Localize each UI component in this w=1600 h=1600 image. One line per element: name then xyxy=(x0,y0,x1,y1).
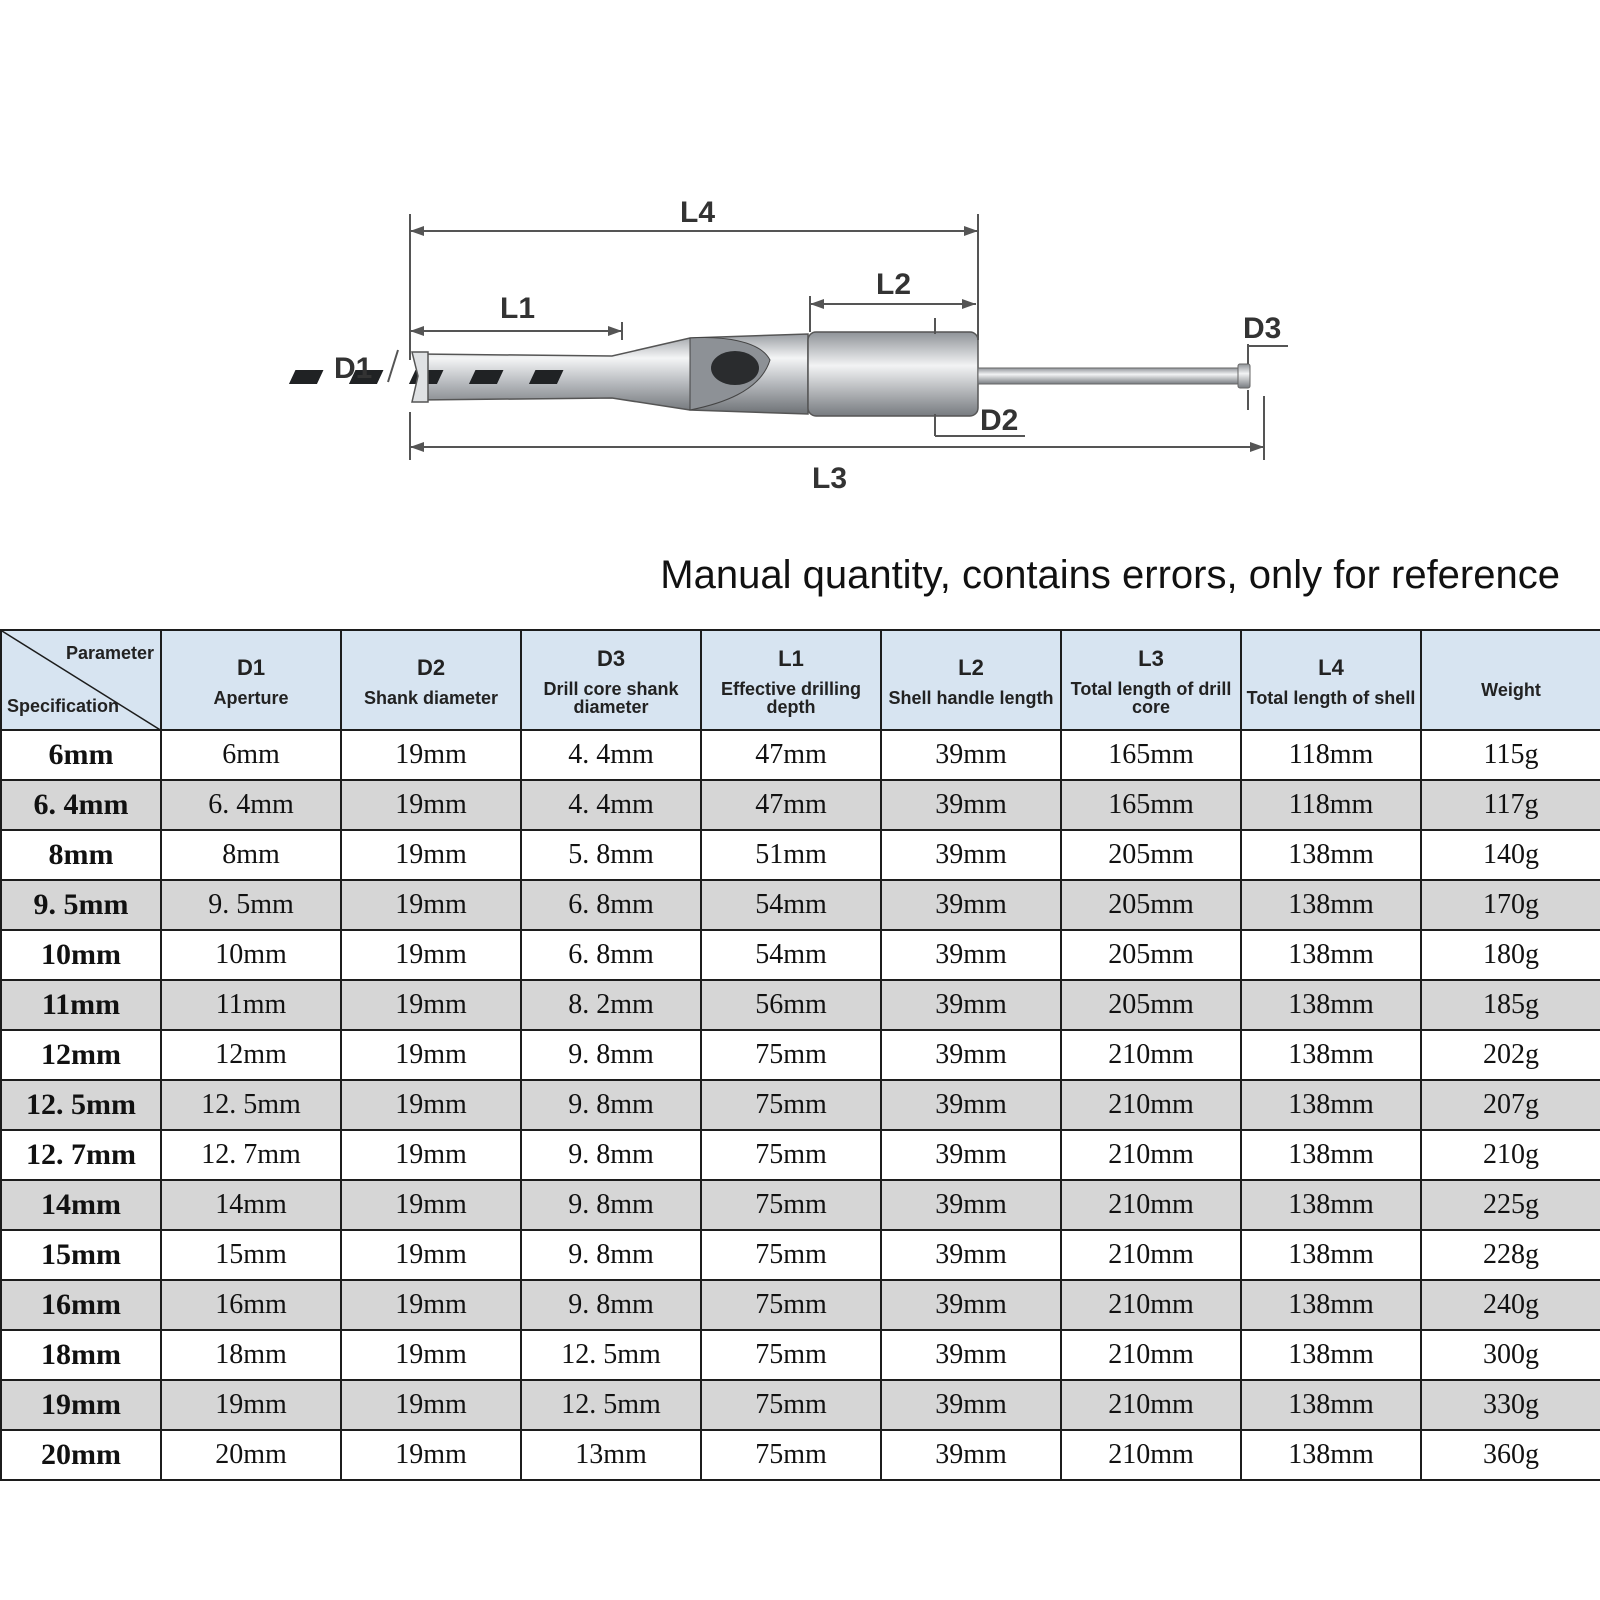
cell-d3: 9. 8mm xyxy=(521,1130,701,1180)
cell-d1: 12. 7mm xyxy=(161,1130,341,1180)
cell-l3: 205mm xyxy=(1061,830,1241,880)
cell-l4: 138mm xyxy=(1241,1130,1421,1180)
spec-table xyxy=(0,629,1600,1481)
cell-l3: 210mm xyxy=(1061,1130,1241,1180)
cell-l1: 54mm xyxy=(701,880,881,930)
cell-l3: 210mm xyxy=(1061,1380,1241,1430)
cell-d2: 19mm xyxy=(341,1180,521,1230)
cell-d3: 6. 8mm xyxy=(521,930,701,980)
cell-l4: 138mm xyxy=(1241,980,1421,1030)
cell-spec: 12. 7mm xyxy=(1,1130,161,1180)
cell-weight: 185g xyxy=(1421,980,1600,1030)
header-desc: Total length of shell xyxy=(1246,688,1416,708)
cell-d1: 12. 5mm xyxy=(161,1080,341,1130)
cell-d2: 19mm xyxy=(341,880,521,930)
cell-d1: 6mm xyxy=(161,730,341,780)
corner-header xyxy=(1,630,161,730)
cell-l3: 165mm xyxy=(1061,730,1241,780)
cell-l2: 39mm xyxy=(881,1030,1061,1080)
cell-weight: 115g xyxy=(1421,730,1600,780)
cell-l3: 210mm xyxy=(1061,1030,1241,1080)
drill-core-rod xyxy=(978,368,1238,384)
table-row xyxy=(1,1130,1600,1180)
cell-weight: 300g xyxy=(1421,1330,1600,1380)
table-row xyxy=(1,1280,1600,1330)
header-desc: Shell handle length xyxy=(888,688,1054,708)
cell-l3: 165mm xyxy=(1061,780,1241,830)
cell-d1: 14mm xyxy=(161,1180,341,1230)
cell-l2: 39mm xyxy=(881,1130,1061,1180)
cell-weight: 210g xyxy=(1421,1130,1600,1180)
cell-l2: 39mm xyxy=(881,1330,1061,1380)
cell-l4: 138mm xyxy=(1241,1080,1421,1130)
shank-collar xyxy=(808,332,978,416)
cell-d3: 13mm xyxy=(521,1430,701,1480)
label-l1: L1 xyxy=(500,292,536,325)
header-desc: Shank diameter xyxy=(363,688,499,708)
cell-l1: 75mm xyxy=(701,1330,881,1380)
cell-l3: 210mm xyxy=(1061,1330,1241,1380)
cell-l4: 138mm xyxy=(1241,1330,1421,1380)
cell-l4: 138mm xyxy=(1241,1230,1421,1280)
cell-weight: 117g xyxy=(1421,780,1600,830)
table-row xyxy=(1,980,1600,1030)
cell-l2: 39mm xyxy=(881,730,1061,780)
header-l1 xyxy=(701,630,881,730)
header-d1 xyxy=(161,630,341,730)
label-d1: D1 xyxy=(334,352,373,385)
cell-l4: 138mm xyxy=(1241,1030,1421,1080)
cell-spec: 6mm xyxy=(1,730,161,780)
cell-spec: 18mm xyxy=(1,1330,161,1380)
table-row xyxy=(1,930,1600,980)
header-code: D1 xyxy=(236,655,266,680)
table-header-row xyxy=(1,630,1600,730)
cell-l3: 210mm xyxy=(1061,1180,1241,1230)
cell-spec: 9. 5mm xyxy=(1,880,161,930)
label-l4: L4 xyxy=(680,196,716,229)
reference-note: Manual quantity, contains errors, only for reference xyxy=(660,553,1560,597)
cell-l3: 210mm xyxy=(1061,1080,1241,1130)
header-code: L3 xyxy=(1138,646,1164,671)
header-code: L4 xyxy=(1318,655,1344,680)
cell-d3: 12. 5mm xyxy=(521,1380,701,1430)
cell-l1: 47mm xyxy=(701,780,881,830)
table-row xyxy=(1,830,1600,880)
table-row xyxy=(1,1180,1600,1230)
cell-l4: 138mm xyxy=(1241,930,1421,980)
cell-l1: 75mm xyxy=(701,1380,881,1430)
label-l2: L2 xyxy=(876,268,912,301)
cell-weight: 240g xyxy=(1421,1280,1600,1330)
header-code: L2 xyxy=(958,655,984,680)
cell-d2: 19mm xyxy=(341,1230,521,1280)
cell-l1: 56mm xyxy=(701,980,881,1030)
cell-l1: 75mm xyxy=(701,1430,881,1480)
cell-l2: 39mm xyxy=(881,880,1061,930)
drill-bit-diagram xyxy=(0,0,1600,620)
cell-l1: 75mm xyxy=(701,1230,881,1280)
header-desc: Weight xyxy=(1481,680,1541,700)
cell-l4: 138mm xyxy=(1241,1280,1421,1330)
table-row xyxy=(1,1430,1600,1480)
table-row xyxy=(1,1080,1600,1130)
corner-parameter-label: Parameter xyxy=(65,643,154,663)
header-desc: Total length of drill core xyxy=(1070,679,1232,717)
header-code: D2 xyxy=(416,655,446,680)
table-row xyxy=(1,880,1600,930)
cell-l2: 39mm xyxy=(881,1380,1061,1430)
cell-d1: 15mm xyxy=(161,1230,341,1280)
cell-weight: 202g xyxy=(1421,1030,1600,1080)
cell-d2: 19mm xyxy=(341,930,521,980)
cell-spec: 11mm xyxy=(1,980,161,1030)
header-code: L1 xyxy=(778,646,804,671)
cell-d2: 19mm xyxy=(341,730,521,780)
cell-l4: 138mm xyxy=(1241,830,1421,880)
cell-d1: 6. 4mm xyxy=(161,780,341,830)
cell-l1: 75mm xyxy=(701,1280,881,1330)
cell-d1: 12mm xyxy=(161,1030,341,1080)
cell-l2: 39mm xyxy=(881,1080,1061,1130)
table-row xyxy=(1,1230,1600,1280)
table-body xyxy=(1,730,1600,1480)
header-l3 xyxy=(1061,630,1241,730)
cell-weight: 207g xyxy=(1421,1080,1600,1130)
cell-l4: 138mm xyxy=(1241,1380,1421,1430)
cell-d3: 4. 4mm xyxy=(521,780,701,830)
cell-d1: 18mm xyxy=(161,1330,341,1380)
cell-weight: 140g xyxy=(1421,830,1600,880)
cell-l3: 205mm xyxy=(1061,930,1241,980)
cell-d1: 20mm xyxy=(161,1430,341,1480)
cell-l1: 47mm xyxy=(701,730,881,780)
cell-l2: 39mm xyxy=(881,830,1061,880)
cell-d3: 5. 8mm xyxy=(521,830,701,880)
cell-d2: 19mm xyxy=(341,980,521,1030)
label-l3: L3 xyxy=(812,462,848,495)
cell-d2: 19mm xyxy=(341,1030,521,1080)
cell-weight: 330g xyxy=(1421,1380,1600,1430)
label-d2: D2 xyxy=(980,404,1019,437)
cell-spec: 8mm xyxy=(1,830,161,880)
header-d3 xyxy=(521,630,701,730)
cell-l3: 210mm xyxy=(1061,1430,1241,1480)
cell-d3: 4. 4mm xyxy=(521,730,701,780)
cell-l4: 138mm xyxy=(1241,1180,1421,1230)
cell-weight: 360g xyxy=(1421,1430,1600,1480)
table-row xyxy=(1,780,1600,830)
header-desc: Drill core shank diameter xyxy=(543,679,679,717)
cell-d2: 19mm xyxy=(341,1330,521,1380)
cell-d2: 19mm xyxy=(341,1380,521,1430)
table-row xyxy=(1,1030,1600,1080)
cell-spec: 6. 4mm xyxy=(1,780,161,830)
cell-d3: 9. 8mm xyxy=(521,1230,701,1280)
cell-l1: 75mm xyxy=(701,1080,881,1130)
cell-l2: 39mm xyxy=(881,1230,1061,1280)
label-d3: D3 xyxy=(1243,312,1282,345)
table-row xyxy=(1,730,1600,780)
cell-l2: 39mm xyxy=(881,1180,1061,1230)
cell-d1: 11mm xyxy=(161,980,341,1030)
cell-l4: 118mm xyxy=(1241,780,1421,830)
cell-l3: 205mm xyxy=(1061,880,1241,930)
cell-spec: 14mm xyxy=(1,1180,161,1230)
cell-l2: 39mm xyxy=(881,930,1061,980)
cell-d1: 16mm xyxy=(161,1280,341,1330)
cell-weight: 180g xyxy=(1421,930,1600,980)
cell-l4: 138mm xyxy=(1241,1430,1421,1480)
cell-weight: 228g xyxy=(1421,1230,1600,1280)
cell-l4: 138mm xyxy=(1241,880,1421,930)
cell-spec: 19mm xyxy=(1,1380,161,1430)
cell-d2: 19mm xyxy=(341,1130,521,1180)
cell-d2: 19mm xyxy=(341,780,521,830)
header-desc: Aperture xyxy=(213,688,289,708)
cell-weight: 170g xyxy=(1421,880,1600,930)
cell-l1: 51mm xyxy=(701,830,881,880)
cell-l4: 118mm xyxy=(1241,730,1421,780)
cell-d3: 9. 8mm xyxy=(521,1080,701,1130)
cell-d2: 19mm xyxy=(341,1280,521,1330)
cell-l3: 205mm xyxy=(1061,980,1241,1030)
cell-spec: 12mm xyxy=(1,1030,161,1080)
corner-specification-label: Specification xyxy=(7,696,120,716)
header-weight xyxy=(1421,630,1600,730)
cell-l2: 39mm xyxy=(881,980,1061,1030)
header-l4 xyxy=(1241,630,1421,730)
cell-d3: 9. 8mm xyxy=(521,1280,701,1330)
cell-l2: 39mm xyxy=(881,780,1061,830)
cell-d2: 19mm xyxy=(341,830,521,880)
cell-l1: 75mm xyxy=(701,1180,881,1230)
cell-weight: 225g xyxy=(1421,1180,1600,1230)
cell-d1: 8mm xyxy=(161,830,341,880)
cell-d3: 6. 8mm xyxy=(521,880,701,930)
cell-d3: 9. 8mm xyxy=(521,1030,701,1080)
table-row xyxy=(1,1380,1600,1430)
cell-spec: 20mm xyxy=(1,1430,161,1480)
cell-spec: 10mm xyxy=(1,930,161,980)
cell-l3: 210mm xyxy=(1061,1280,1241,1330)
cell-d1: 9. 5mm xyxy=(161,880,341,930)
cell-d2: 19mm xyxy=(341,1080,521,1130)
header-desc: Effective drilling depth xyxy=(720,679,862,717)
cell-l2: 39mm xyxy=(881,1430,1061,1480)
cell-spec: 16mm xyxy=(1,1280,161,1330)
cell-spec: 15mm xyxy=(1,1230,161,1280)
header-d2 xyxy=(341,630,521,730)
cell-l1: 75mm xyxy=(701,1030,881,1080)
cell-l3: 210mm xyxy=(1061,1230,1241,1280)
cell-spec: 12. 5mm xyxy=(1,1080,161,1130)
cell-d3: 12. 5mm xyxy=(521,1330,701,1380)
cell-l1: 54mm xyxy=(701,930,881,980)
cell-d3: 9. 8mm xyxy=(521,1180,701,1230)
cell-l1: 75mm xyxy=(701,1130,881,1180)
cell-d3: 8. 2mm xyxy=(521,980,701,1030)
cell-d1: 19mm xyxy=(161,1380,341,1430)
header-code: D3 xyxy=(596,646,626,671)
header-l2 xyxy=(881,630,1061,730)
cell-d2: 19mm xyxy=(341,1430,521,1480)
cell-d1: 10mm xyxy=(161,930,341,980)
table-row xyxy=(1,1330,1600,1380)
cell-l2: 39mm xyxy=(881,1280,1061,1330)
